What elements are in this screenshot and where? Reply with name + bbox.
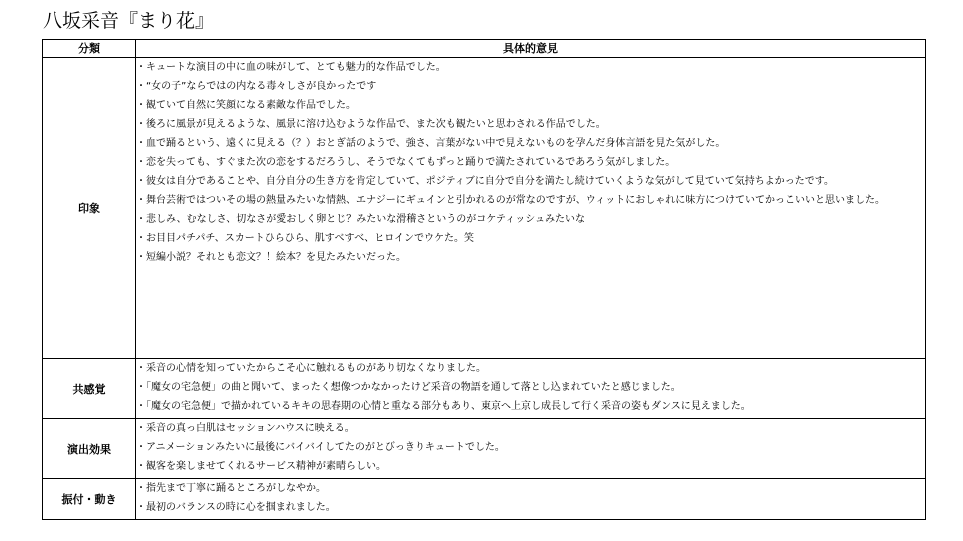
feedback-table (42, 39, 926, 520)
table-header-row (43, 40, 926, 58)
opinion-item: ・悲しみ、むなしさ、切なさが愛おしく卵とじ？みたいな滑稽さというのがコケティッシュみたいな (136, 214, 585, 225)
opinion-cell (136, 479, 926, 520)
opinion-item: ・アニメーションみたいに最後にバイバイしてたのがとびっきりキュートでした。 (136, 442, 505, 453)
table-row (43, 58, 926, 359)
opinion-item: ・“女の子”ならではの内なる毒々しさが良かったです (136, 81, 377, 92)
opinion-item: ・「魔女の宅急便」の曲と聞いて、まったく想像つかなかったけど采音の物語を通して落とし込まれていたと感じました。 (136, 382, 681, 393)
opinion-item: ・観ていて自然に笑顔になる素敵な作品でした。 (136, 100, 356, 111)
header-opinion: 具体的意見 (136, 40, 926, 58)
opinion-item: ・最初のバランスの時に心を掴まれました。 (136, 502, 336, 513)
table-row (43, 419, 926, 479)
opinion-item: ・指先まで丁寧に踊るところがしなやか。 (136, 483, 326, 494)
page-title: 八坂采音『まり花』 (43, 10, 215, 32)
opinion-item: ・後ろに風景が見えるような、風景に溶け込むような作品で、また次も観たいと思わされる作品でした。 (136, 119, 606, 130)
category-cell-synesthesia: 共感覚 (43, 359, 136, 419)
opinion-item: ・舞台芸術ではついその場の熱量みたいな情熱、エナジーにギュインと引かれるのが常なのですが、ウィットにおしゃれに味方につけていてかっこいいと思いました。 (136, 195, 885, 206)
opinion-item: ・短編小説？それとも恋文？！絵本？を見たみたいだった。 (136, 252, 406, 263)
opinion-cell (136, 359, 926, 419)
opinion-item: ・血で踊るという、遠くに見える（？）おとぎ話のようで、強さ、言葉がない中で見えないものを孕んだ身体言語を見た気がした。 (136, 138, 726, 149)
opinion-item: ・采音の心情を知っていたからこそ心に触れるものがあり切なくなりました。 (136, 363, 486, 374)
opinion-cell (136, 58, 926, 359)
table-row (43, 479, 926, 520)
table-row (43, 359, 926, 419)
category-cell-impression: 印象 (43, 58, 136, 359)
category-cell-choreography: 振付・動き (43, 479, 136, 520)
opinion-item: ・お目目パチパチ、スカートひらひら、肌すべすべ、ヒロインでウケた。笑 (136, 233, 474, 244)
opinion-item: ・采音の真っ白肌はセッションハウスに映える。 (136, 423, 355, 434)
opinion-item: ・彼女は自分であることや、自分自分の生き方を肯定していて、ポジティブに自分で自分を満たし続けていくような気がして見ていて気持ちよかったです。 (136, 176, 834, 187)
opinion-item: ・キュートな演目の中に血の味がして、とても魅力的な作品でした。 (136, 62, 446, 73)
category-cell-staging: 演出効果 (43, 419, 136, 479)
opinion-item: ・恋を失っても、すぐまた次の恋をするだろうし、そうでなくてもずっと踊りで満たされているであろう気がしました。 (136, 157, 676, 168)
opinion-item: ・「魔女の宅急便」で描かれているキキの思春期の心情と重なる部分もあり、東京へ上京し成長して行く采音の姿もダンスに見えました。 (136, 401, 751, 412)
opinion-item: ・観客を楽しませてくれるサービス精神が素晴らしい。 (136, 461, 386, 472)
header-category: 分類 (43, 40, 136, 58)
opinion-cell (136, 419, 926, 479)
